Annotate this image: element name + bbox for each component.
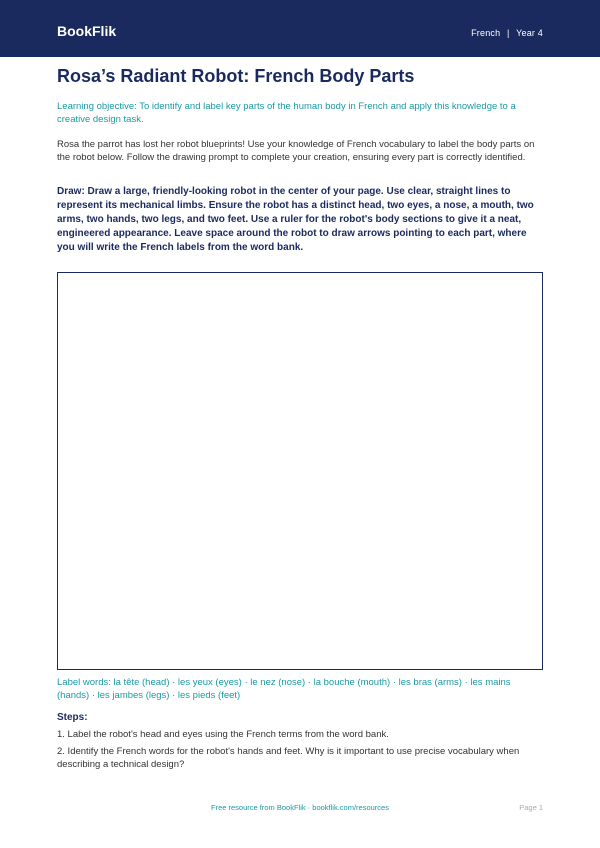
draw-prompt: Draw: Draw a large, friendly-looking robot in the center of your page. Use clear, straight lines to represent its mechanical limbs. Ensure the robot has a distinct head, two eyes, a nose, a mouth, two arms, two hands, two legs, and two feet. Use a ruler for the robot's body sections to give it a neat, engineered appearance. Leave space around the robot to draw arrows pointing to each part, where you will write the French labels from the word bank. [57,186,534,253]
page-number: Page 1 [519,803,543,812]
step-item: 2. Identify the French words for the robot's hands and feet. Why is it important to use precise vocabulary when describing a technical design? [57,746,520,770]
steps-list [57,728,547,775]
step-item: 1. Label the robot's head and eyes using the French terms from the word bank. [57,729,389,740]
subject-label: French [471,28,501,38]
footer-credit: Free resource from BookFlik · bookflik.com/resources [211,803,389,812]
header-separator: | [507,28,510,38]
intro-paragraph: Rosa the parrot has lost her robot blueprints! Use your knowledge of French vocabulary to label the body parts on the robot below. Follow the drawing prompt to complete your creation, ensuring every part is correctly identified. [57,139,535,163]
subject-year-label [471,28,543,38]
page-title: Rosa’s Radiant Robot: French Body Parts [57,66,415,86]
year-label: Year 4 [516,28,543,38]
page-header [0,0,600,57]
learning-objective: Learning objective: To identify and label key parts of the human body in French and apply this knowledge to a creative design task. [57,101,516,125]
drawing-area[interactable] [57,272,543,670]
steps-heading: Steps: [57,712,88,723]
label-word-bank: Label words: la tête (head) · les yeux (eyes) · le nez (nose) · la bouche (mouth) · les bras (arms) · les mains (hands) · les jambes (legs) · les pieds (feet) [57,677,511,701]
brand-logo-text: BookFlik [57,23,117,39]
